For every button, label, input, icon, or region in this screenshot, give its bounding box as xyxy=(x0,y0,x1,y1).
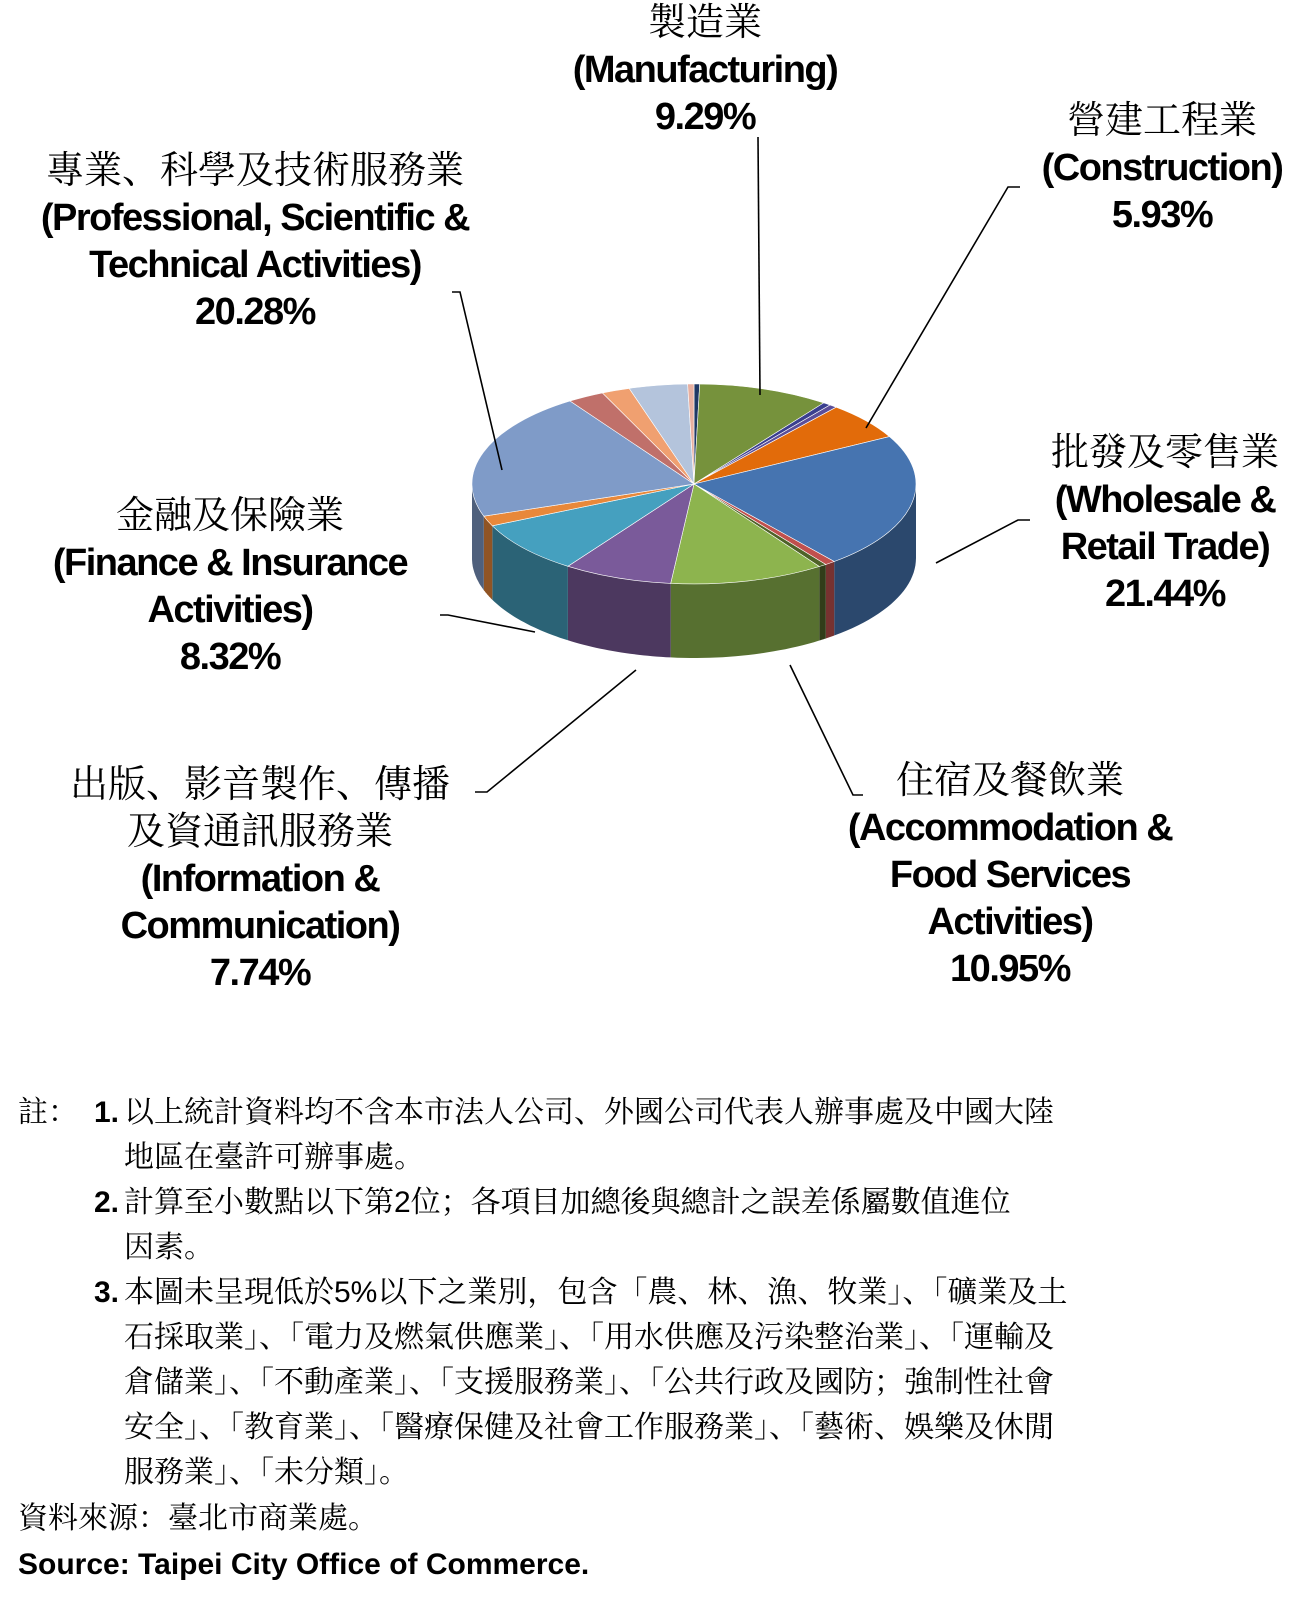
label-zh: 專業、科學及技術服務業 xyxy=(45,150,464,192)
notes xyxy=(18,1090,1308,1495)
label-zh: 營建工程業 xyxy=(1066,100,1257,142)
leader-line-wholesale xyxy=(936,520,1030,563)
label-manufacturing xyxy=(555,0,855,141)
note-line: 本圖未呈現低於5%以下之業別，包含「農、林、漁、牧業」、「礦業及土 xyxy=(124,1276,1068,1309)
label-en: (Professional, Scientific & xyxy=(40,197,470,239)
leader-line-manufacturing xyxy=(758,137,760,395)
pie-side-small-11 xyxy=(484,516,493,600)
label-en: (Manufacturing) xyxy=(572,49,838,91)
label-zh: 金融及保險業 xyxy=(115,495,344,537)
label-zh: 製造業 xyxy=(647,2,762,44)
pie-top xyxy=(472,384,916,584)
label-en: Food Services xyxy=(889,854,1131,896)
label-percent: 7.74% xyxy=(209,952,311,994)
label-percent: 21.44% xyxy=(1105,573,1225,615)
note-line: 以上統計資料均不含本市法人公司、外國公司代表人辦事處及中國大陸 xyxy=(124,1096,1054,1129)
note-prefix: 註： xyxy=(18,1096,78,1129)
label-en: Activities) xyxy=(927,901,1093,943)
label-wholesale xyxy=(1020,430,1310,618)
label-accommodation xyxy=(815,758,1205,993)
label-zh: 住宿及餐飲業 xyxy=(895,760,1124,802)
note-line: 服務業」、「未分類」。 xyxy=(124,1456,409,1489)
label-en: (Information & xyxy=(140,858,380,900)
label-professional xyxy=(0,148,510,336)
label-en: (Construction) xyxy=(1041,147,1283,189)
pie-side-small-7 xyxy=(819,565,826,641)
pie-side-small-6 xyxy=(826,562,834,639)
note-line: 石採取業」、「電力及燃氣供應業」、「用水供應及污染整治業」、「運輸及 xyxy=(124,1321,1054,1354)
note-number: 3. xyxy=(94,1276,120,1309)
label-en: (Finance & Insurance xyxy=(52,542,408,584)
note-number: 2. xyxy=(94,1186,120,1219)
note-line: 安全」、「教育業」、「醫療保健及社會工作服務業」、「藝術、娛樂及休閒 xyxy=(124,1411,1054,1444)
note-2 xyxy=(18,1180,1308,1270)
label-en: (Accommodation & xyxy=(847,807,1173,849)
note-3 xyxy=(18,1270,1308,1495)
source-zh: 資料來源：臺北市商業處。 xyxy=(18,1502,378,1535)
label-en: Technical Activities) xyxy=(89,244,421,286)
leader-line-information xyxy=(475,670,636,792)
note-line: 計算至小數點以下第2位；各項目加總後與總計之誤差係屬數值進位 xyxy=(124,1186,1011,1219)
label-percent: 20.28% xyxy=(195,291,315,333)
label-en: (Wholesale & xyxy=(1054,479,1276,521)
label-zh: 批發及零售業 xyxy=(1050,432,1279,474)
note-number: 1. xyxy=(94,1096,120,1129)
note-line: 因素。 xyxy=(124,1231,214,1264)
label-percent: 9.29% xyxy=(654,96,756,138)
note-1 xyxy=(18,1090,1308,1180)
label-en: Activities) xyxy=(147,589,313,631)
label-percent: 10.95% xyxy=(950,948,1070,990)
note-line: 倉儲業」、「不動產業」、「支援服務業」、「公共行政及國防；強制性社會 xyxy=(124,1366,1054,1399)
source-en: Source: Taipei City Office of Commerce. xyxy=(18,1548,590,1581)
label-information xyxy=(30,762,490,997)
label-en: Retail Trade) xyxy=(1060,526,1270,568)
note-line: 地區在臺許可辦事處。 xyxy=(124,1141,424,1174)
label-percent: 5.93% xyxy=(1111,194,1213,236)
label-en: Communication) xyxy=(120,905,400,947)
leader-line-construction xyxy=(866,187,1020,428)
label-percent: 8.32% xyxy=(179,636,281,678)
label-zh: 出版、影音製作、傳播 xyxy=(69,764,450,806)
label-finance xyxy=(10,493,450,681)
label-zh: 及資通訊服務業 xyxy=(126,811,393,853)
label-construction xyxy=(1012,98,1312,239)
